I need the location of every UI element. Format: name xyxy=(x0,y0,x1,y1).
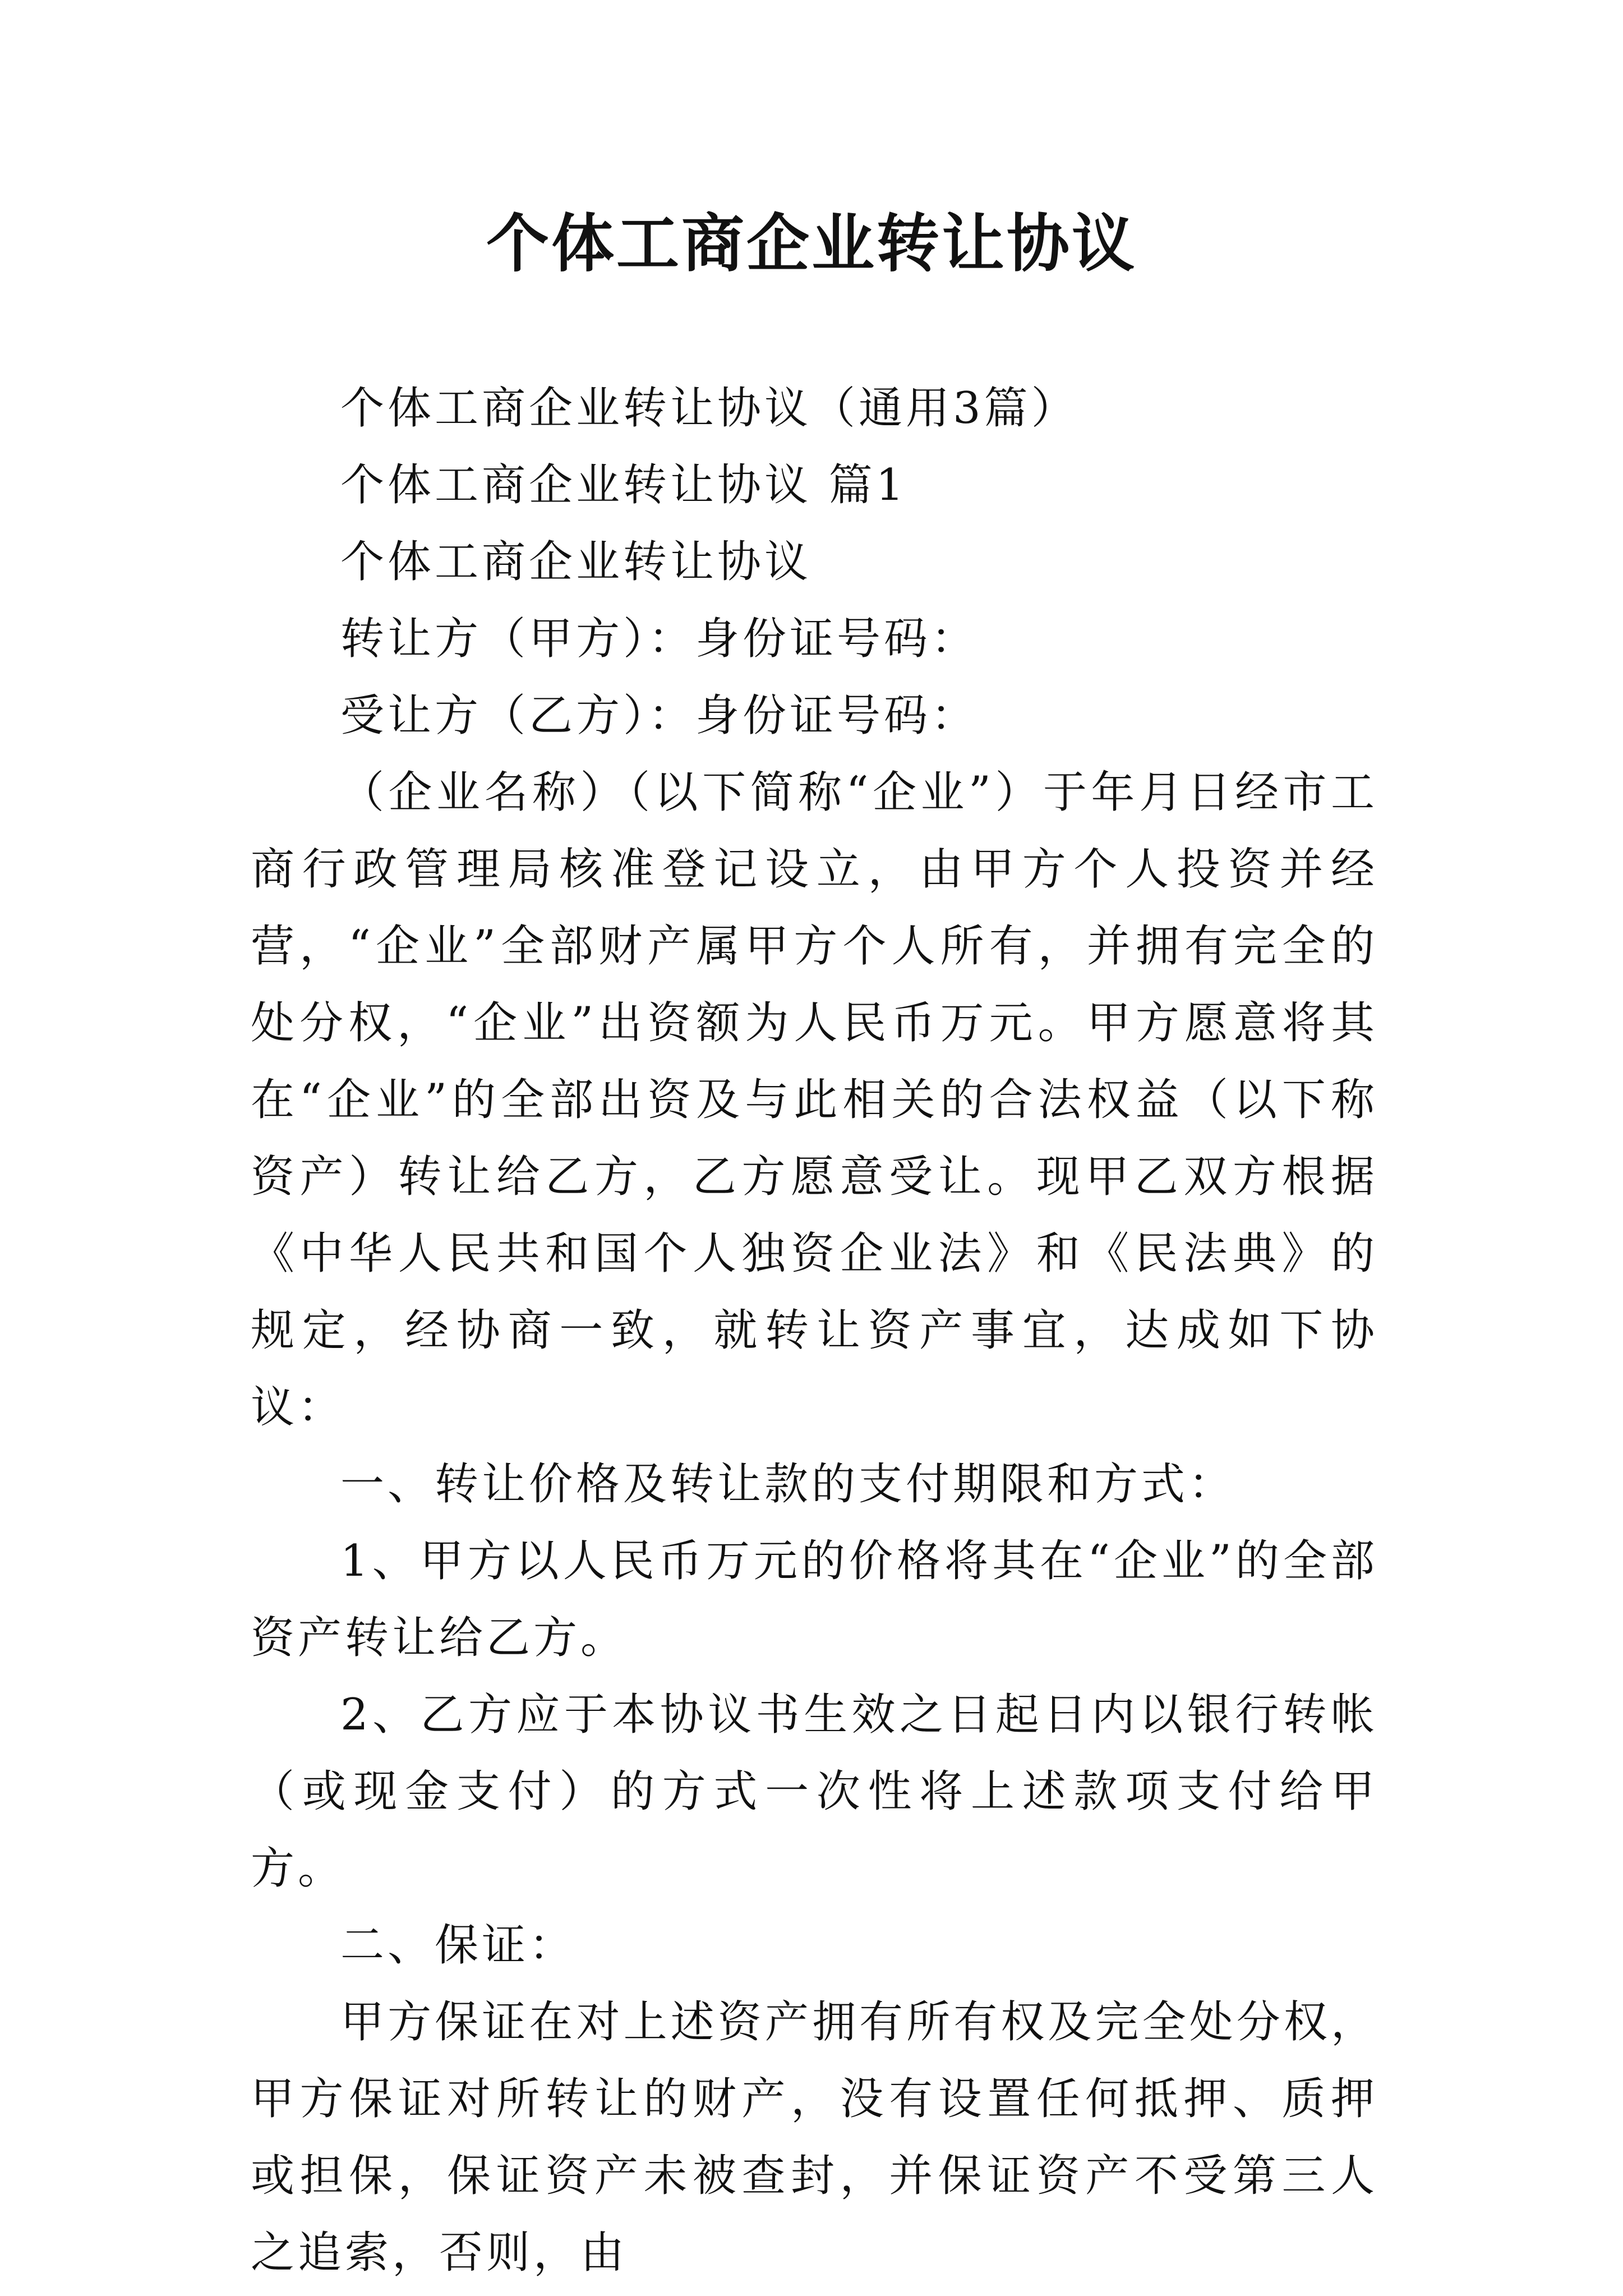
paragraph-clause-1-heading: 一、转让价格及转让款的支付期限和方式： xyxy=(340,1459,1236,1510)
paragraph-transferor: 转让方（甲方）：身份证号码： xyxy=(340,614,979,664)
paragraph-clause-2-body: 甲方保证在对上述资产拥有所有权及完全处分权，甲方保证对所转让的财产，没有设置任何抵押、质押或担保，保证资产未被查封，并保证资产不受第三人之追索，否则，由 xyxy=(251,1997,1378,2278)
paragraph-section-heading: 个体工商企业转让协议 篇1 xyxy=(340,460,907,510)
paragraph-subtitle: 个体工商企业转让协议（通用3篇） xyxy=(340,383,1078,434)
document-title: 个体工商企业转让协议 xyxy=(486,207,1137,280)
paragraph-clause-1-item-1: 1、甲方以人民币万元的价格将其在“企业”的全部资产转让给乙方。 xyxy=(251,1536,1378,1663)
paragraph-agreement-name: 个体工商企业转让协议 xyxy=(340,537,812,587)
paragraph-clause-1-item-2: 2、乙方应于本协议书生效之日起日内以银行转帐（或现金支付）的方式一次性将上述款项支付给甲方。 xyxy=(251,1690,1378,1894)
paragraph-clause-2-heading: 二、保证： xyxy=(340,1920,577,1971)
paragraph-preamble: （企业名称）（以下简称“企业”）于年月日经市工商行政管理局核准登记设立，由甲方个人投资并经营，“企业”全部财产属甲方个人所有，并拥有完全的处分权，“企业”出资额为人民币万元。甲方愿意将其在“企业”的全部出资及与此相关的合法权益（以下称资产）转让给乙方，乙方愿意受让。现甲乙双方根据《中华人民共和国个人独资企业法》和《民法典》的规定，经协商一致，就转让资产事宜，达成如下协议： xyxy=(251,767,1378,1433)
paragraph-transferee: 受让方（乙方）：身份证号码： xyxy=(340,691,979,741)
document-body xyxy=(251,370,1378,2292)
